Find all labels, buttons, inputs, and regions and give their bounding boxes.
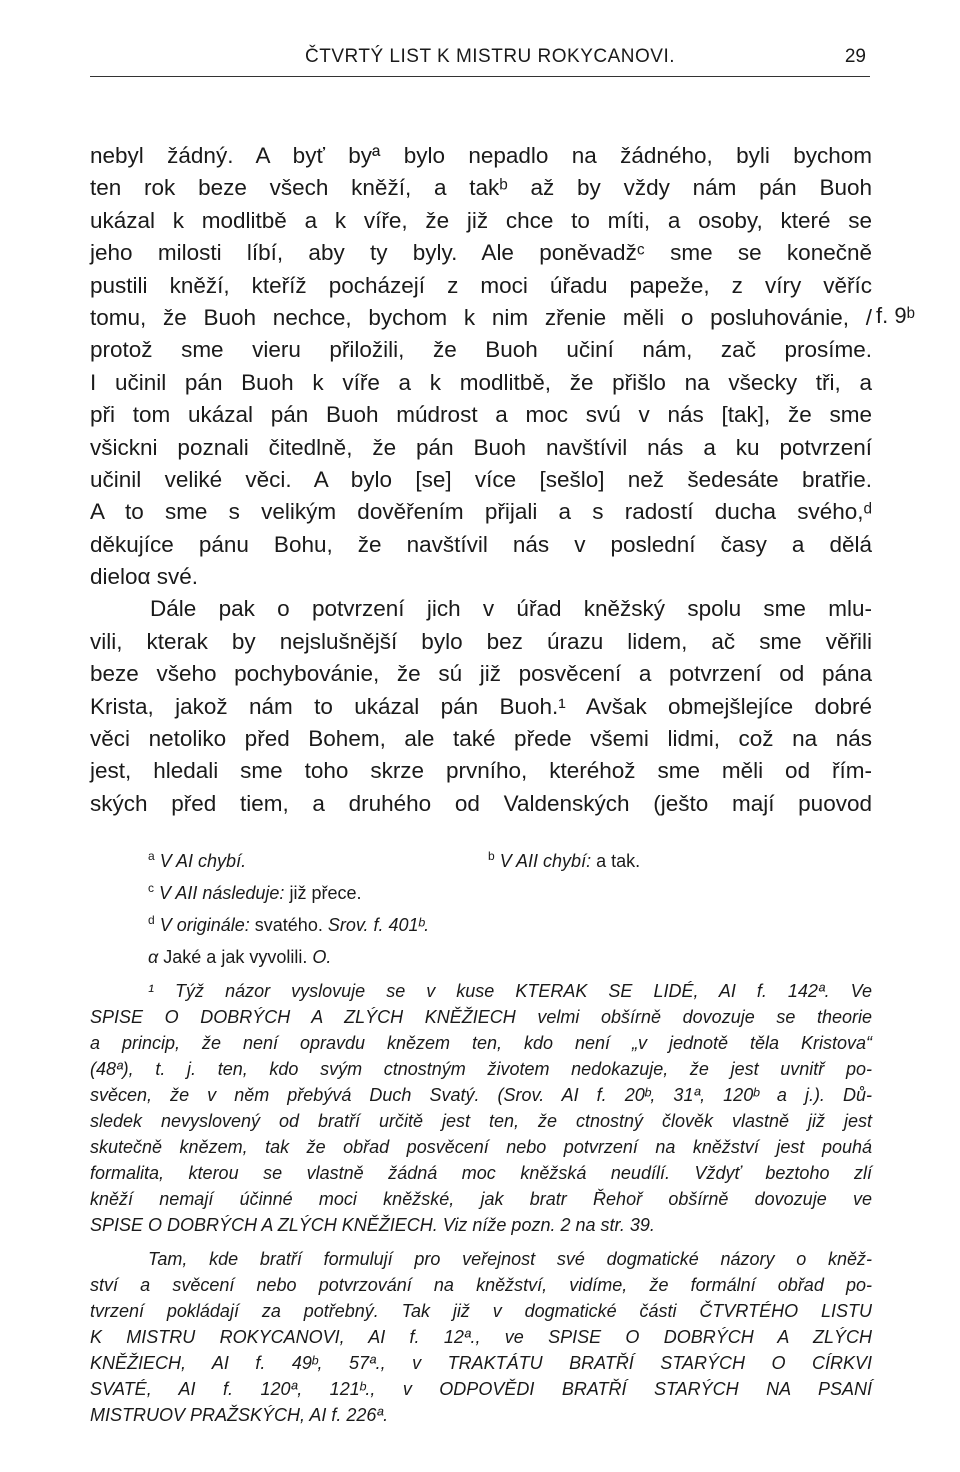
text-line: děkujíce pánu Bohu, že navštívil nás v poslední časy a dělá bbox=[90, 531, 872, 557]
page-number: 29 bbox=[844, 46, 866, 67]
note-reference: Srov. f. 401ᵇ. bbox=[327, 915, 430, 935]
text-line: vili, kterak by nejslušnější bylo bez úrazu lidem, ač sme věřili bbox=[90, 628, 872, 654]
footnote-line: MISTRUOV PRAŽSKÝCH, AI f. 226ª. bbox=[90, 1405, 389, 1425]
note-text: a tak. bbox=[596, 851, 641, 871]
note-siglum: V AII chybí: bbox=[499, 851, 592, 871]
footnote-line: tvrzení pokládají za potřebný. Tak již v dogmatické části ČTVRTÉHO LISTU bbox=[90, 1301, 872, 1321]
text-line: nebyl žádný. A byť byª bylo nepadlo na žádného, byli bychom bbox=[90, 143, 872, 168]
variant-note-b bbox=[488, 845, 640, 877]
footnote-line: SVATÉ, AI f. 120ª, 121ᵇ., v ODPOVĚDI BRATŘÍ STARÝCH NA PSANÍ bbox=[90, 1379, 872, 1399]
footnote-line: formalita, kterou se vlastně žádná moc kněžská neudílí. Vždyť beztoho zlí bbox=[90, 1163, 872, 1183]
footnote-line: svěcen, že v něm přebývá Duch Svatý. (Srov. AI f. 20ᵇ, 31ª, 120ᵇ a j.). Dů- bbox=[90, 1085, 872, 1105]
note-marker: c bbox=[148, 881, 154, 895]
text-line: ukázal k modlitbě a k víře, že již chce to míti, a osoby, které se bbox=[90, 207, 872, 233]
folio-margin-note: f. 9ᵇ bbox=[876, 303, 915, 328]
note-siglum: V originále: bbox=[159, 915, 250, 935]
text-line: dieloα své. bbox=[90, 564, 199, 590]
note-text: již přece. bbox=[289, 883, 362, 903]
note-siglum: V AI chybí. bbox=[159, 851, 247, 871]
main-text bbox=[90, 140, 872, 820]
footnote-line: kněží nemají účinné moci kněžské, jak bratr Řehoř obšírně dovozuje ve bbox=[90, 1189, 872, 1209]
text-line: ten rok beze všech kněží, a takᵇ až by vždy nám pán Buoh bbox=[90, 175, 872, 201]
text-line: tomu, že Buoh nechce, bychom k nim zřenie měli o posluhovánie, / bbox=[90, 304, 872, 330]
footnotes bbox=[90, 978, 872, 1428]
text-line: všickni poznali čitedlně, že pán Buoh navštívil nás a ku potvrzení bbox=[90, 434, 872, 460]
text-line: A to sme s velikým dověřením přijali a s radostí ducha svého,ᵈ bbox=[90, 499, 872, 525]
text-line: beze všeho pochybovánie, že sú již posvěcení a potvrzení od pána bbox=[90, 661, 872, 687]
footnote-line: ¹ Týž názor vyslovuje se v kuse KTERAK SE LIDÉ, AI f. 142ª. Ve bbox=[148, 981, 872, 1001]
text-line: jest, hledali sme toho skrze prvního, kteréhož sme měli od řím- bbox=[90, 758, 872, 784]
note-text: svatého. bbox=[254, 915, 323, 935]
text-line: Krista, jakož nám to ukázal pán Buoh.¹ Avšak obmejšlejíce dobré bbox=[90, 693, 872, 719]
text-line: I učinil pán Buoh k víře a k modlitbě, že přišlo na všecky tři, a bbox=[90, 369, 872, 395]
footnote-line: ství a svěcení nebo potvrzování na kněžství, vidíme, že formální obřad po- bbox=[90, 1275, 872, 1295]
variant-note-alpha bbox=[148, 941, 848, 973]
note-text: Jaké a jak vyvolili. bbox=[163, 947, 308, 967]
text-line: pustili kněží, kteříž pocházejí z moci úřadu papeže, z víry věříc bbox=[90, 272, 872, 298]
variant-note-d bbox=[148, 909, 848, 941]
text-line: při tom ukázal pán Buoh múdrost a moc svú v nás [tak], že sme bbox=[90, 402, 872, 428]
footnote-line: a princip, že není opravdu knězem ten, kdo není „v jednotě těla Kristova“ bbox=[90, 1033, 872, 1053]
footnote-line: sledek nevyslovený od bratří určitě jest ten, že ctnostný člověk vlastně již jest bbox=[90, 1111, 872, 1131]
text-line: Dále pak o potvrzení jich v úřad kněžský spolu sme mlu- bbox=[150, 596, 872, 622]
note-siglum: O. bbox=[312, 947, 332, 967]
text-line: učinil veliké věci. A bylo [se] více [sešlo] než šedesáte bratřie. bbox=[90, 466, 872, 492]
note-marker: a bbox=[148, 849, 155, 863]
footnote-line: (48ª), t. j. ten, kdo svým ctnostným životem nedokazuje, že jest uvnitř po- bbox=[90, 1059, 872, 1079]
footnote-line: SPISE O DOBRÝCH A ZLÝCH KNĚŽIECH. Viz níže pozn. 2 na str. 39. bbox=[90, 1215, 655, 1235]
text-line: věci netoliko před Bohem, ale také přede všemi lidmi, což na nás bbox=[90, 726, 872, 752]
variant-notes bbox=[148, 845, 848, 973]
footnote-line: SPISE O DOBRÝCH A ZLÝCH KNĚŽIECH velmi obšírně dovozuje se theorie bbox=[90, 1007, 872, 1027]
note-siglum: V AII následuje: bbox=[159, 883, 285, 903]
text-line: protož sme vieru přiložili, že Buoh učiní nám, zač prosíme. bbox=[90, 337, 872, 363]
text-line: jeho milosti líbí, aby ty byly. Ale poněvadžᶜ sme se konečně bbox=[90, 240, 872, 266]
footnote-line: K MISTRU ROKYCANOVI, AI f. 12ª., ve SPISE O DOBRÝCH A ZLÝCH bbox=[90, 1327, 872, 1347]
footnote-line: skutečně knězem, tak že obřad posvěcení nebo potvrzení na kněžství jest pouhá bbox=[90, 1137, 872, 1157]
note-marker: b bbox=[488, 849, 495, 863]
text-line: ských před tiem, a druhého od Valdenských (ješto mají puovod bbox=[90, 790, 872, 816]
running-header bbox=[90, 46, 870, 72]
note-marker: d bbox=[148, 913, 155, 927]
running-title: ČTVRTÝ LIST K MISTRU ROKYCANOVI. bbox=[305, 46, 676, 67]
note-marker: α bbox=[148, 947, 159, 967]
variant-note-a bbox=[148, 845, 848, 877]
variant-note-c bbox=[148, 877, 848, 909]
footnote-line: Tam, kde bratří formulují pro veřejnost své dogmatické názory o kněž- bbox=[148, 1249, 872, 1269]
header-rule bbox=[90, 76, 870, 77]
footnote-line: KNĚŽIECH, AI f. 49ᵇ, 57ª., v TRAKTÁTU BRATŘÍ STARÝCH O CÍRKVI bbox=[90, 1353, 872, 1373]
